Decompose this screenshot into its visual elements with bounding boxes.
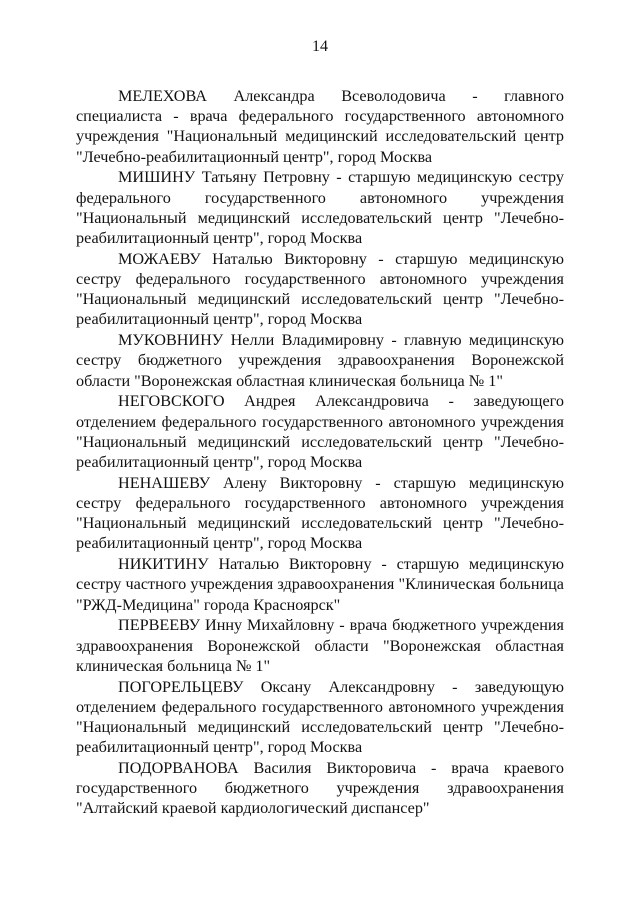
list-item: ПОГОРЕЛЬЦЕВУ Оксану Александровну - заведующую отделением федерального государственного автономного учреждения "Национальный медицинский исследовательский центр "Лечебно-реабилитационный центр", город Москва bbox=[76, 677, 564, 757]
list-item: МУКОВНИНУ Нелли Владимировну - главную медицинскую сестру бюджетного учреждения здравоохранения Воронежской области "Воронежская областная клиническая больница № 1" bbox=[76, 331, 564, 390]
list-item: МОЖАЕВУ Наталью Викторовну - старшую медицинскую сестру федерального государственного автономного учреждения "Национальный медицинский исследовательский центр "Лечебно-реабилитационный центр", город Москва bbox=[76, 249, 564, 329]
page-number: 14 bbox=[312, 38, 328, 55]
award-list bbox=[76, 86, 564, 819]
list-item: ПОДОРВАНОВА Василия Викторовича - врача краевого государственного бюджетного учреждения здравоохранения "Алтайский краевой кардиологический диспансер" bbox=[76, 759, 564, 818]
list-item: НЕНАШЕВУ Алену Викторовну - старшую медицинскую сестру федерального государственного автономного учреждения "Национальный медицинский исследовательский центр "Лечебно-реабилитационный центр", город Москва bbox=[76, 473, 564, 553]
list-item: МЕЛЕХОВА Александра Всеволодовича - главного специалиста - врача федерального государственного автономного учреждения "Национальный медицинский исследовательский центр "Лечебно-реабилитационный центр", город Москва bbox=[76, 87, 564, 166]
list-item: МИШИНУ Татьяну Петровну - старшую медицинскую сестру федерального государственного автономного учреждения "Национальный медицинский исследовательский центр "Лечебно-реабилитационный центр", город Москва bbox=[76, 168, 564, 248]
list-item: ПЕРВЕЕВУ Инну Михайловну - врача бюджетного учреждения здравоохранения Воронежской области "Воронежская областная клиническая больница № 1" bbox=[76, 616, 564, 675]
list-item: НИКИТИНУ Наталью Викторовну - старшую медицинскую сестру частного учреждения здравоохранения "Клиническая больница "РЖД-Медицина" города Красноярск" bbox=[76, 555, 564, 614]
list-item: НЕГОВСКОГО Андрея Александровича - заведующего отделением федерального государственного автономного учреждения "Национальный медицинский исследовательский центр "Лечебно-реабилитационный центр", город Москва bbox=[76, 392, 564, 472]
